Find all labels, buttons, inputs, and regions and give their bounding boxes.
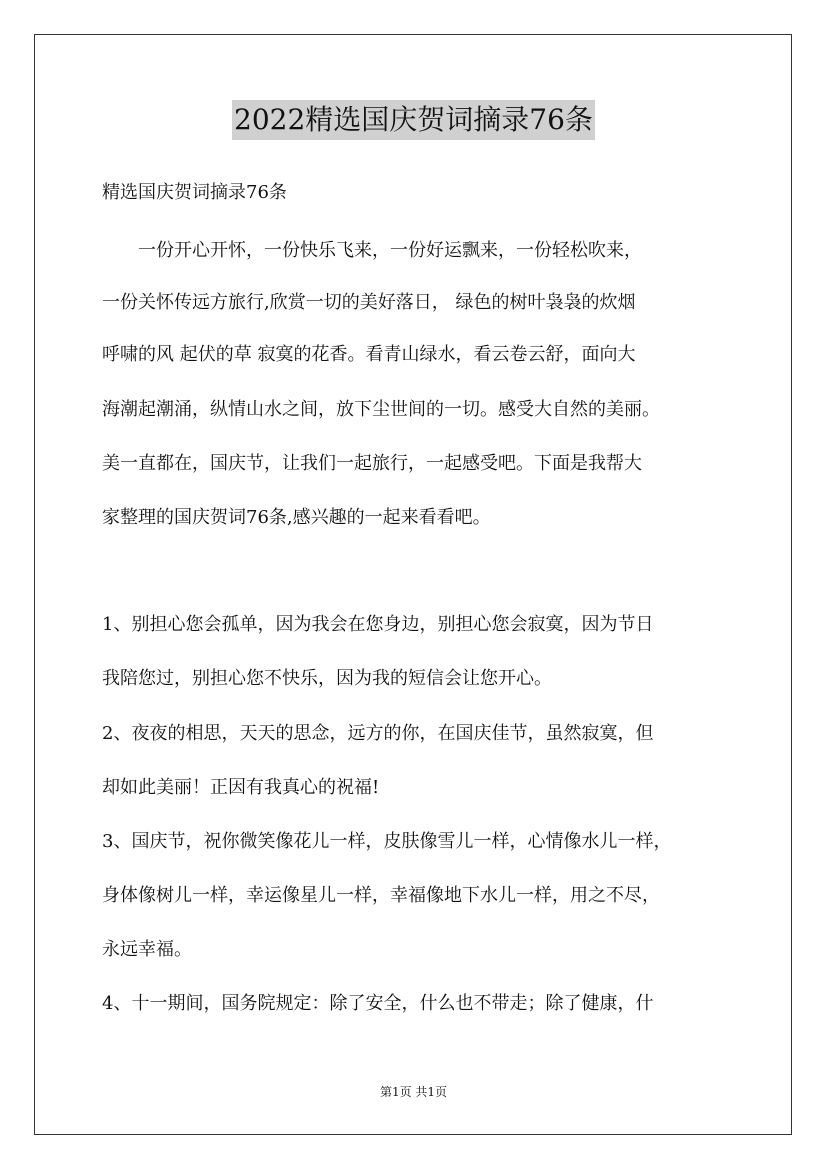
list-item-line: 1、别担心您会孤单，因为我会在您身边，别担心您会寂寞，因为节日 bbox=[102, 614, 654, 635]
intro-line: 海潮起潮涌，纵情山水之间，放下尘世间的一切。感受大自然的美丽。 bbox=[102, 399, 660, 420]
list-item-line: 我陪您过，别担心您不快乐，因为我的短信会让您开心。 bbox=[102, 668, 552, 689]
intro-line: 家整理的国庆贺词76条,感兴趣的一起来看看吧。 bbox=[102, 507, 491, 528]
document-title: 2022精选国庆贺词摘录76条 bbox=[232, 100, 595, 140]
title-container bbox=[0, 100, 827, 140]
intro-line: 呼啸的风 起伏的草 寂寞的花香。看青山绿水，看云卷云舒，面向大 bbox=[102, 344, 636, 365]
list-item-line: 2、夜夜的相思，天天的思念，远方的你，在国庆佳节，虽然寂寞，但 bbox=[102, 723, 654, 744]
list-item-line: 4、十一期间，国务院规定：除了安全，什么也不带走；除了健康，什 bbox=[102, 993, 654, 1014]
page-number: 第1页 共1页 bbox=[379, 1085, 448, 1099]
intro-line: 一份关怀传远方旅行,欣赏一切的美好落日， 绿色的树叶袅袅的炊烟 bbox=[102, 292, 636, 313]
list-item-line: 身体像树儿一样，幸运像星儿一样，幸福像地下水儿一样，用之不尽， bbox=[102, 885, 660, 906]
list-item-line: 3、国庆节，祝你微笑像花儿一样，皮肤像雪儿一样，心情像水儿一样， bbox=[102, 831, 672, 852]
document-subtitle: 精选国庆贺词摘录76条 bbox=[102, 182, 287, 203]
list-item-line: 永远幸福。 bbox=[102, 939, 192, 960]
intro-line: 美一直都在，国庆节，让我们一起旅行，一起感受吧。下面是我帮大 bbox=[102, 453, 642, 474]
intro-line: 一份开心开怀，一份快乐飞来，一份好运飘来，一份轻松吹来， bbox=[102, 240, 642, 261]
list-item-line: 却如此美丽！正因有我真心的祝福! bbox=[102, 777, 380, 798]
